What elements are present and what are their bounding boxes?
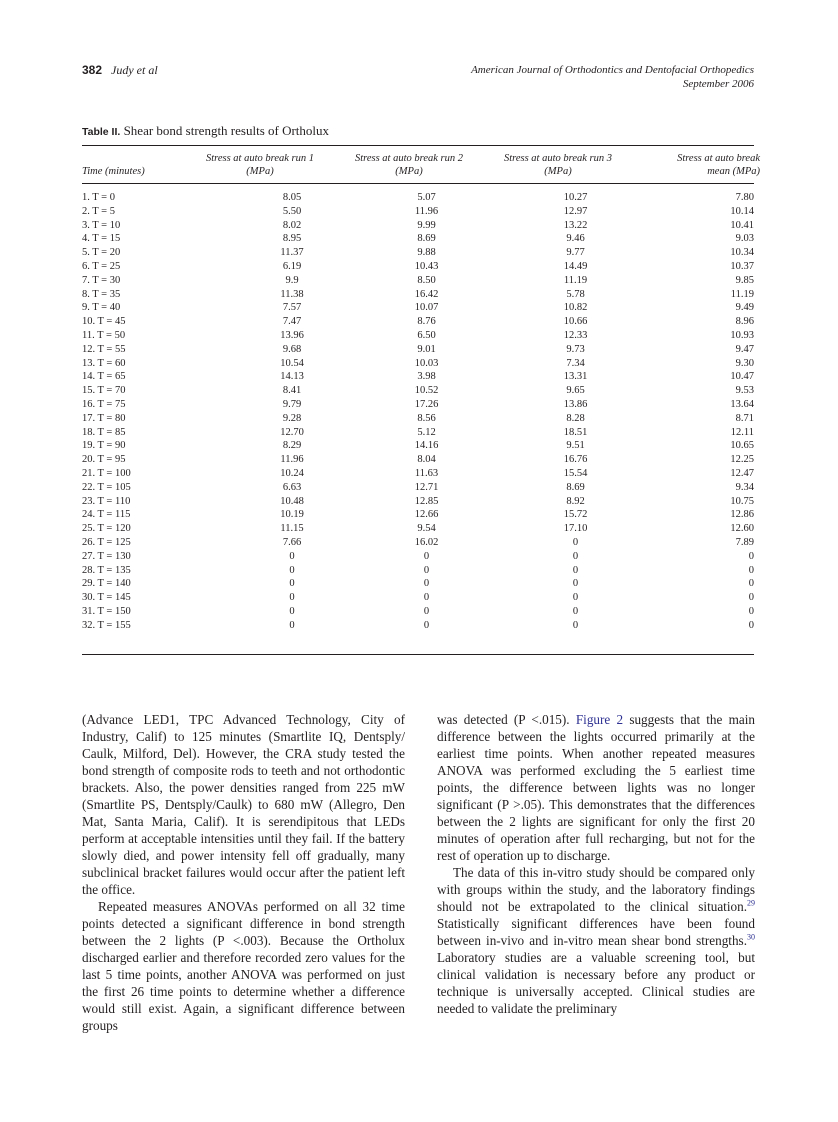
value-cell: 12.85 xyxy=(414,495,439,507)
time-cell: 29. T = 140 xyxy=(82,578,131,590)
value-cell: 8.02 xyxy=(282,219,302,231)
value-cell: 12.97 xyxy=(563,205,588,217)
table-bottom-rule xyxy=(82,654,754,655)
table-row xyxy=(82,260,754,274)
value-cell: 9.01 xyxy=(417,343,436,355)
value-cell: 8.69 xyxy=(417,233,436,245)
time-cell: 8. T = 35 xyxy=(82,288,121,300)
time-cell: 12. T = 55 xyxy=(82,343,126,355)
value-cell: 0 xyxy=(748,619,754,631)
time-cell: 22. T = 105 xyxy=(82,481,131,493)
value-cell: 0 xyxy=(423,578,430,590)
value-cell: 0 xyxy=(289,564,295,576)
table-row xyxy=(82,426,754,440)
journal-name: American Journal of Orthodontics and Dentofacial Orthopedics xyxy=(471,64,754,76)
value-cell: 5.07 xyxy=(417,192,436,203)
value-cell: 0 xyxy=(572,536,579,548)
time-cell: 30. T = 145 xyxy=(82,592,131,604)
value-cell: 0 xyxy=(748,592,754,604)
table-row xyxy=(82,536,754,550)
value-cell: 9.85 xyxy=(735,274,754,286)
value-cell: 0 xyxy=(289,592,295,604)
table-title: Shear bond strength results of Ortholux xyxy=(123,123,330,138)
col-header-run1: Stress at auto break run 1 (MPa) xyxy=(205,153,314,177)
table-row xyxy=(82,301,754,315)
time-cell: 21. T = 100 xyxy=(82,467,131,479)
value-cell: 9.53 xyxy=(735,385,754,397)
value-cell: 0 xyxy=(572,605,579,617)
time-cell: 25. T = 120 xyxy=(82,523,131,535)
value-cell: 10.82 xyxy=(563,302,588,314)
time-cell: 19. T = 90 xyxy=(82,440,126,452)
value-cell: 11.15 xyxy=(280,523,304,535)
value-cell: 6.19 xyxy=(282,260,302,272)
value-cell: 16.02 xyxy=(414,536,439,548)
value-cell: 13.31 xyxy=(563,371,588,383)
value-cell: 8.50 xyxy=(417,274,436,286)
value-cell: 9.28 xyxy=(282,412,302,424)
value-cell: 10.03 xyxy=(414,357,439,369)
text-run: Statistically significant differences have been found between in-vivo and in-vitro mean shear bond strengths. xyxy=(437,916,755,948)
value-cell: 9.68 xyxy=(282,343,302,355)
table-row xyxy=(82,522,754,536)
value-cell: 0 xyxy=(423,564,430,576)
citation-29[interactable]: 29 xyxy=(747,898,755,908)
value-cell: 0 xyxy=(748,550,754,562)
time-cell: 7. T = 30 xyxy=(82,274,121,286)
value-cell: 15.72 xyxy=(563,509,588,521)
col-header-time: Time (minutes) xyxy=(82,166,145,177)
value-cell: 12.25 xyxy=(730,454,754,466)
value-cell: 9.88 xyxy=(417,247,436,259)
value-cell: 14.49 xyxy=(563,260,588,272)
value-cell: 8.05 xyxy=(282,192,302,203)
value-cell: 14.16 xyxy=(414,440,439,452)
value-cell: 12.86 xyxy=(730,509,754,521)
value-cell: 11.19 xyxy=(730,288,754,300)
value-cell: 8.56 xyxy=(417,412,436,424)
value-cell: 0 xyxy=(289,578,295,590)
paragraph xyxy=(437,711,755,864)
value-cell: 11.38 xyxy=(280,288,304,300)
time-cell: 2. T = 5 xyxy=(82,205,115,217)
value-cell: 5.12 xyxy=(417,426,436,438)
text-run: Laboratory studies are a valuable screening tool, but clinical validation is necessary before any product or technique is universally accepted. Clinical studies are needed to validate the preliminary xyxy=(437,950,755,1016)
value-cell: 3.98 xyxy=(417,371,436,383)
value-cell: 6.63 xyxy=(282,481,302,493)
value-cell: 0 xyxy=(289,605,295,617)
table-row xyxy=(82,577,754,591)
value-cell: 8.76 xyxy=(417,316,436,328)
table-row xyxy=(82,412,754,426)
value-cell: 5.78 xyxy=(566,288,585,300)
value-cell: 16.76 xyxy=(563,454,588,466)
value-cell: 10.43 xyxy=(414,260,439,272)
table-body xyxy=(82,191,754,633)
value-cell: 8.41 xyxy=(282,385,302,397)
value-cell: 7.80 xyxy=(735,192,754,203)
value-cell: 12.60 xyxy=(730,523,754,535)
text-run: suggests that the main difference between the lights occurred primarily at the earliest time points. When another repeated measures ANOVA was performed excluding the 5 earliest time points, the difference between lights was no longer significant (P >.05). This demonstrates that the differences between the 2 lights are significant for only the first 20 minutes of operation after full recharging, but not for the rest of operation up to discharge. xyxy=(437,712,755,863)
value-cell: 9.51 xyxy=(566,440,585,452)
value-cell: 12.33 xyxy=(563,329,588,341)
time-cell: 31. T = 150 xyxy=(82,605,131,617)
value-cell: 8.92 xyxy=(566,495,585,507)
table-row xyxy=(82,550,754,564)
time-cell: 9. T = 40 xyxy=(82,302,121,314)
value-cell: 10.66 xyxy=(563,316,588,328)
time-cell: 32. T = 155 xyxy=(82,619,131,631)
value-cell: 7.57 xyxy=(282,302,302,314)
value-cell: 9.47 xyxy=(735,343,754,355)
time-cell: 14. T = 65 xyxy=(82,371,126,383)
table-row xyxy=(82,205,754,219)
value-cell: 9.99 xyxy=(417,219,436,231)
value-cell: 9.54 xyxy=(417,523,436,535)
table-row xyxy=(82,495,754,509)
table-label: Table II. xyxy=(82,126,121,138)
value-cell: 12.70 xyxy=(280,426,304,438)
value-cell: 10.75 xyxy=(730,495,754,507)
value-cell: 7.34 xyxy=(566,357,585,369)
value-cell: 9.73 xyxy=(566,343,585,355)
table-row xyxy=(82,315,754,329)
time-cell: 15. T = 70 xyxy=(82,385,126,397)
value-cell: 13.22 xyxy=(563,219,588,231)
value-cell: 0 xyxy=(423,592,430,604)
running-header-right xyxy=(471,63,754,91)
text-run: The data of this in-vitro study should be compared only with groups within the study, and the laboratory findings should not be extrapolated to the clinical situation. xyxy=(437,865,755,914)
time-cell: 3. T = 10 xyxy=(82,219,121,231)
time-cell: 13. T = 60 xyxy=(82,357,126,369)
time-cell: 26. T = 125 xyxy=(82,536,131,548)
table-header-rule xyxy=(82,183,754,184)
value-cell: 8.04 xyxy=(417,454,436,466)
value-cell: 10.41 xyxy=(730,219,754,231)
table-top-rule xyxy=(82,145,754,146)
value-cell: 8.71 xyxy=(735,412,754,424)
value-cell: 0 xyxy=(572,619,579,631)
value-cell: 10.37 xyxy=(730,260,754,272)
col-header-run2: Stress at auto break run 2 (MPa) xyxy=(354,153,463,177)
value-cell: 16.42 xyxy=(414,288,439,300)
value-cell: 0 xyxy=(572,592,579,604)
value-cell: 7.66 xyxy=(282,536,302,548)
value-cell: 9.9 xyxy=(285,274,299,286)
table-row xyxy=(82,467,754,481)
value-cell: 10.54 xyxy=(280,357,304,369)
table-row xyxy=(82,232,754,246)
time-cell: 18. T = 85 xyxy=(82,426,126,438)
table-row xyxy=(82,384,754,398)
time-cell: 6. T = 25 xyxy=(82,260,121,272)
value-cell: 8.69 xyxy=(566,481,585,493)
value-cell: 9.77 xyxy=(566,247,585,259)
value-cell: 10.24 xyxy=(280,467,304,479)
time-cell: 28. T = 135 xyxy=(82,564,131,576)
table-row xyxy=(82,370,754,384)
value-cell: 10.52 xyxy=(414,385,439,397)
time-cell: 23. T = 110 xyxy=(82,495,131,507)
value-cell: 10.93 xyxy=(730,329,754,341)
table-row xyxy=(82,439,754,453)
value-cell: 10.48 xyxy=(280,495,304,507)
paragraph xyxy=(437,864,755,1017)
value-cell: 5.50 xyxy=(282,205,302,217)
value-cell: 11.19 xyxy=(563,274,588,286)
time-cell: 11. T = 50 xyxy=(82,329,126,341)
time-cell: 4. T = 15 xyxy=(82,233,121,245)
value-cell: 9.79 xyxy=(282,398,302,410)
value-cell: 14.13 xyxy=(280,371,304,383)
value-cell: 9.46 xyxy=(566,233,585,245)
table-row xyxy=(82,508,754,522)
table-row xyxy=(82,605,754,619)
time-cell: 20. T = 95 xyxy=(82,454,126,466)
body-column-left xyxy=(82,711,405,1034)
table-row xyxy=(82,343,754,357)
running-authors: Judy et al xyxy=(111,63,158,77)
value-cell: 12.66 xyxy=(414,509,439,521)
table-row xyxy=(82,274,754,288)
table-row xyxy=(82,357,754,371)
value-cell: 0 xyxy=(748,605,754,617)
value-cell: 10.07 xyxy=(414,302,439,314)
citation-30[interactable]: 30 xyxy=(747,932,755,942)
col-header-run3: Stress at auto break run 3 (MPa) xyxy=(503,153,612,177)
table-row xyxy=(82,329,754,343)
value-cell: 0 xyxy=(423,619,430,631)
value-cell: 8.95 xyxy=(282,233,302,245)
value-cell: 0 xyxy=(289,619,295,631)
value-cell: 9.49 xyxy=(735,302,754,314)
table-row xyxy=(82,191,754,205)
value-cell: 6.50 xyxy=(417,329,436,341)
value-cell: 13.96 xyxy=(280,329,304,341)
table-caption xyxy=(82,123,329,139)
time-cell: 27. T = 130 xyxy=(82,550,131,562)
value-cell: 0 xyxy=(572,550,579,562)
table-row xyxy=(82,564,754,578)
time-cell: 24. T = 115 xyxy=(82,509,131,521)
paragraph: Repeated measures ANOVAs performed on all 32 time points detected a significant difference in bond strength between the 2 lights (P <.003). Because the Ortholux discharged earlier and therefore recorded zero values for the last 5 time points, another ANOVA was performed on just the first 26 time points to determine whether a difference would still exist. Again, a significant difference between groups xyxy=(82,899,405,1033)
time-cell: 10. T = 45 xyxy=(82,316,126,328)
value-cell: 11.63 xyxy=(414,467,439,479)
value-cell: 12.71 xyxy=(414,481,439,493)
time-cell: 17. T = 80 xyxy=(82,412,126,424)
table-row xyxy=(82,219,754,233)
value-cell: 10.27 xyxy=(563,192,588,203)
value-cell: 9.03 xyxy=(735,233,754,245)
value-cell: 10.47 xyxy=(730,371,754,383)
table-row xyxy=(82,246,754,260)
table-row xyxy=(82,481,754,495)
table-row xyxy=(82,453,754,467)
value-cell: 0 xyxy=(423,605,430,617)
value-cell: 10.19 xyxy=(280,509,304,521)
value-cell: 11.37 xyxy=(280,247,304,259)
value-cell: 13.64 xyxy=(730,398,754,410)
value-cell: 17.26 xyxy=(414,398,439,410)
value-cell: 13.86 xyxy=(563,398,588,410)
value-cell: 9.30 xyxy=(735,357,754,369)
value-cell: 12.47 xyxy=(730,467,754,479)
value-cell: 10.65 xyxy=(730,440,754,452)
value-cell: 9.65 xyxy=(566,385,585,397)
value-cell: 8.29 xyxy=(282,440,302,452)
table-row xyxy=(82,288,754,302)
body-column-right xyxy=(437,711,755,1017)
value-cell: 10.34 xyxy=(730,247,754,259)
shear-bond-table xyxy=(82,191,754,633)
value-cell: 0 xyxy=(572,578,579,590)
value-cell: 0 xyxy=(289,550,295,562)
value-cell: 8.28 xyxy=(566,412,585,424)
table-row xyxy=(82,398,754,412)
time-cell: 16. T = 75 xyxy=(82,398,126,410)
issue-date: September 2006 xyxy=(682,78,754,90)
value-cell: 9.34 xyxy=(735,481,754,493)
value-cell: 10.14 xyxy=(730,205,754,217)
value-cell: 8.96 xyxy=(735,316,754,328)
value-cell: 0 xyxy=(748,578,754,590)
value-cell: 0 xyxy=(572,564,579,576)
value-cell: 12.11 xyxy=(730,426,754,438)
figure-reference-link[interactable]: Figure 2 xyxy=(575,712,624,727)
value-cell: 18.51 xyxy=(563,426,588,438)
running-header-left xyxy=(82,63,158,78)
value-cell: 17.10 xyxy=(563,523,588,535)
value-cell: 0 xyxy=(423,550,430,562)
value-cell: 7.89 xyxy=(735,536,754,548)
time-cell: 1. T = 0 xyxy=(82,192,115,203)
table-row xyxy=(82,591,754,605)
value-cell: 11.96 xyxy=(414,205,439,217)
value-cell: 7.47 xyxy=(282,316,302,328)
text-run: was detected (P <.015). xyxy=(437,712,576,727)
page-number: 382 xyxy=(82,63,103,77)
col-header-mean: Stress at auto break mean (MPa) xyxy=(677,153,760,177)
table-row xyxy=(82,619,754,633)
paragraph: (Advance LED1, TPC Advanced Technology, City of Industry, Calif) to 125 minutes (Smartlite IQ, Dentsply/ Caulk, Milford, Del). However, the CRA study tested the bond strength of composite rods to teeth and not orthodontic brackets. Also, the power densities ranged from 225 mW (Smartlite PS, Dentsply/Caulk) to 680 mW (Allegro, Den Mat, Santa Maria, Calif). It is serendipitous that LEDs perform at acceptable intensities until they fail. If the battery slowly died, and power intensity fell off gradually, many subclinical bracket failures would occur after the patient left the office. xyxy=(82,712,405,897)
value-cell: 0 xyxy=(748,564,754,576)
time-cell: 5. T = 20 xyxy=(82,247,121,259)
value-cell: 15.54 xyxy=(563,467,588,479)
value-cell: 11.96 xyxy=(280,454,304,466)
